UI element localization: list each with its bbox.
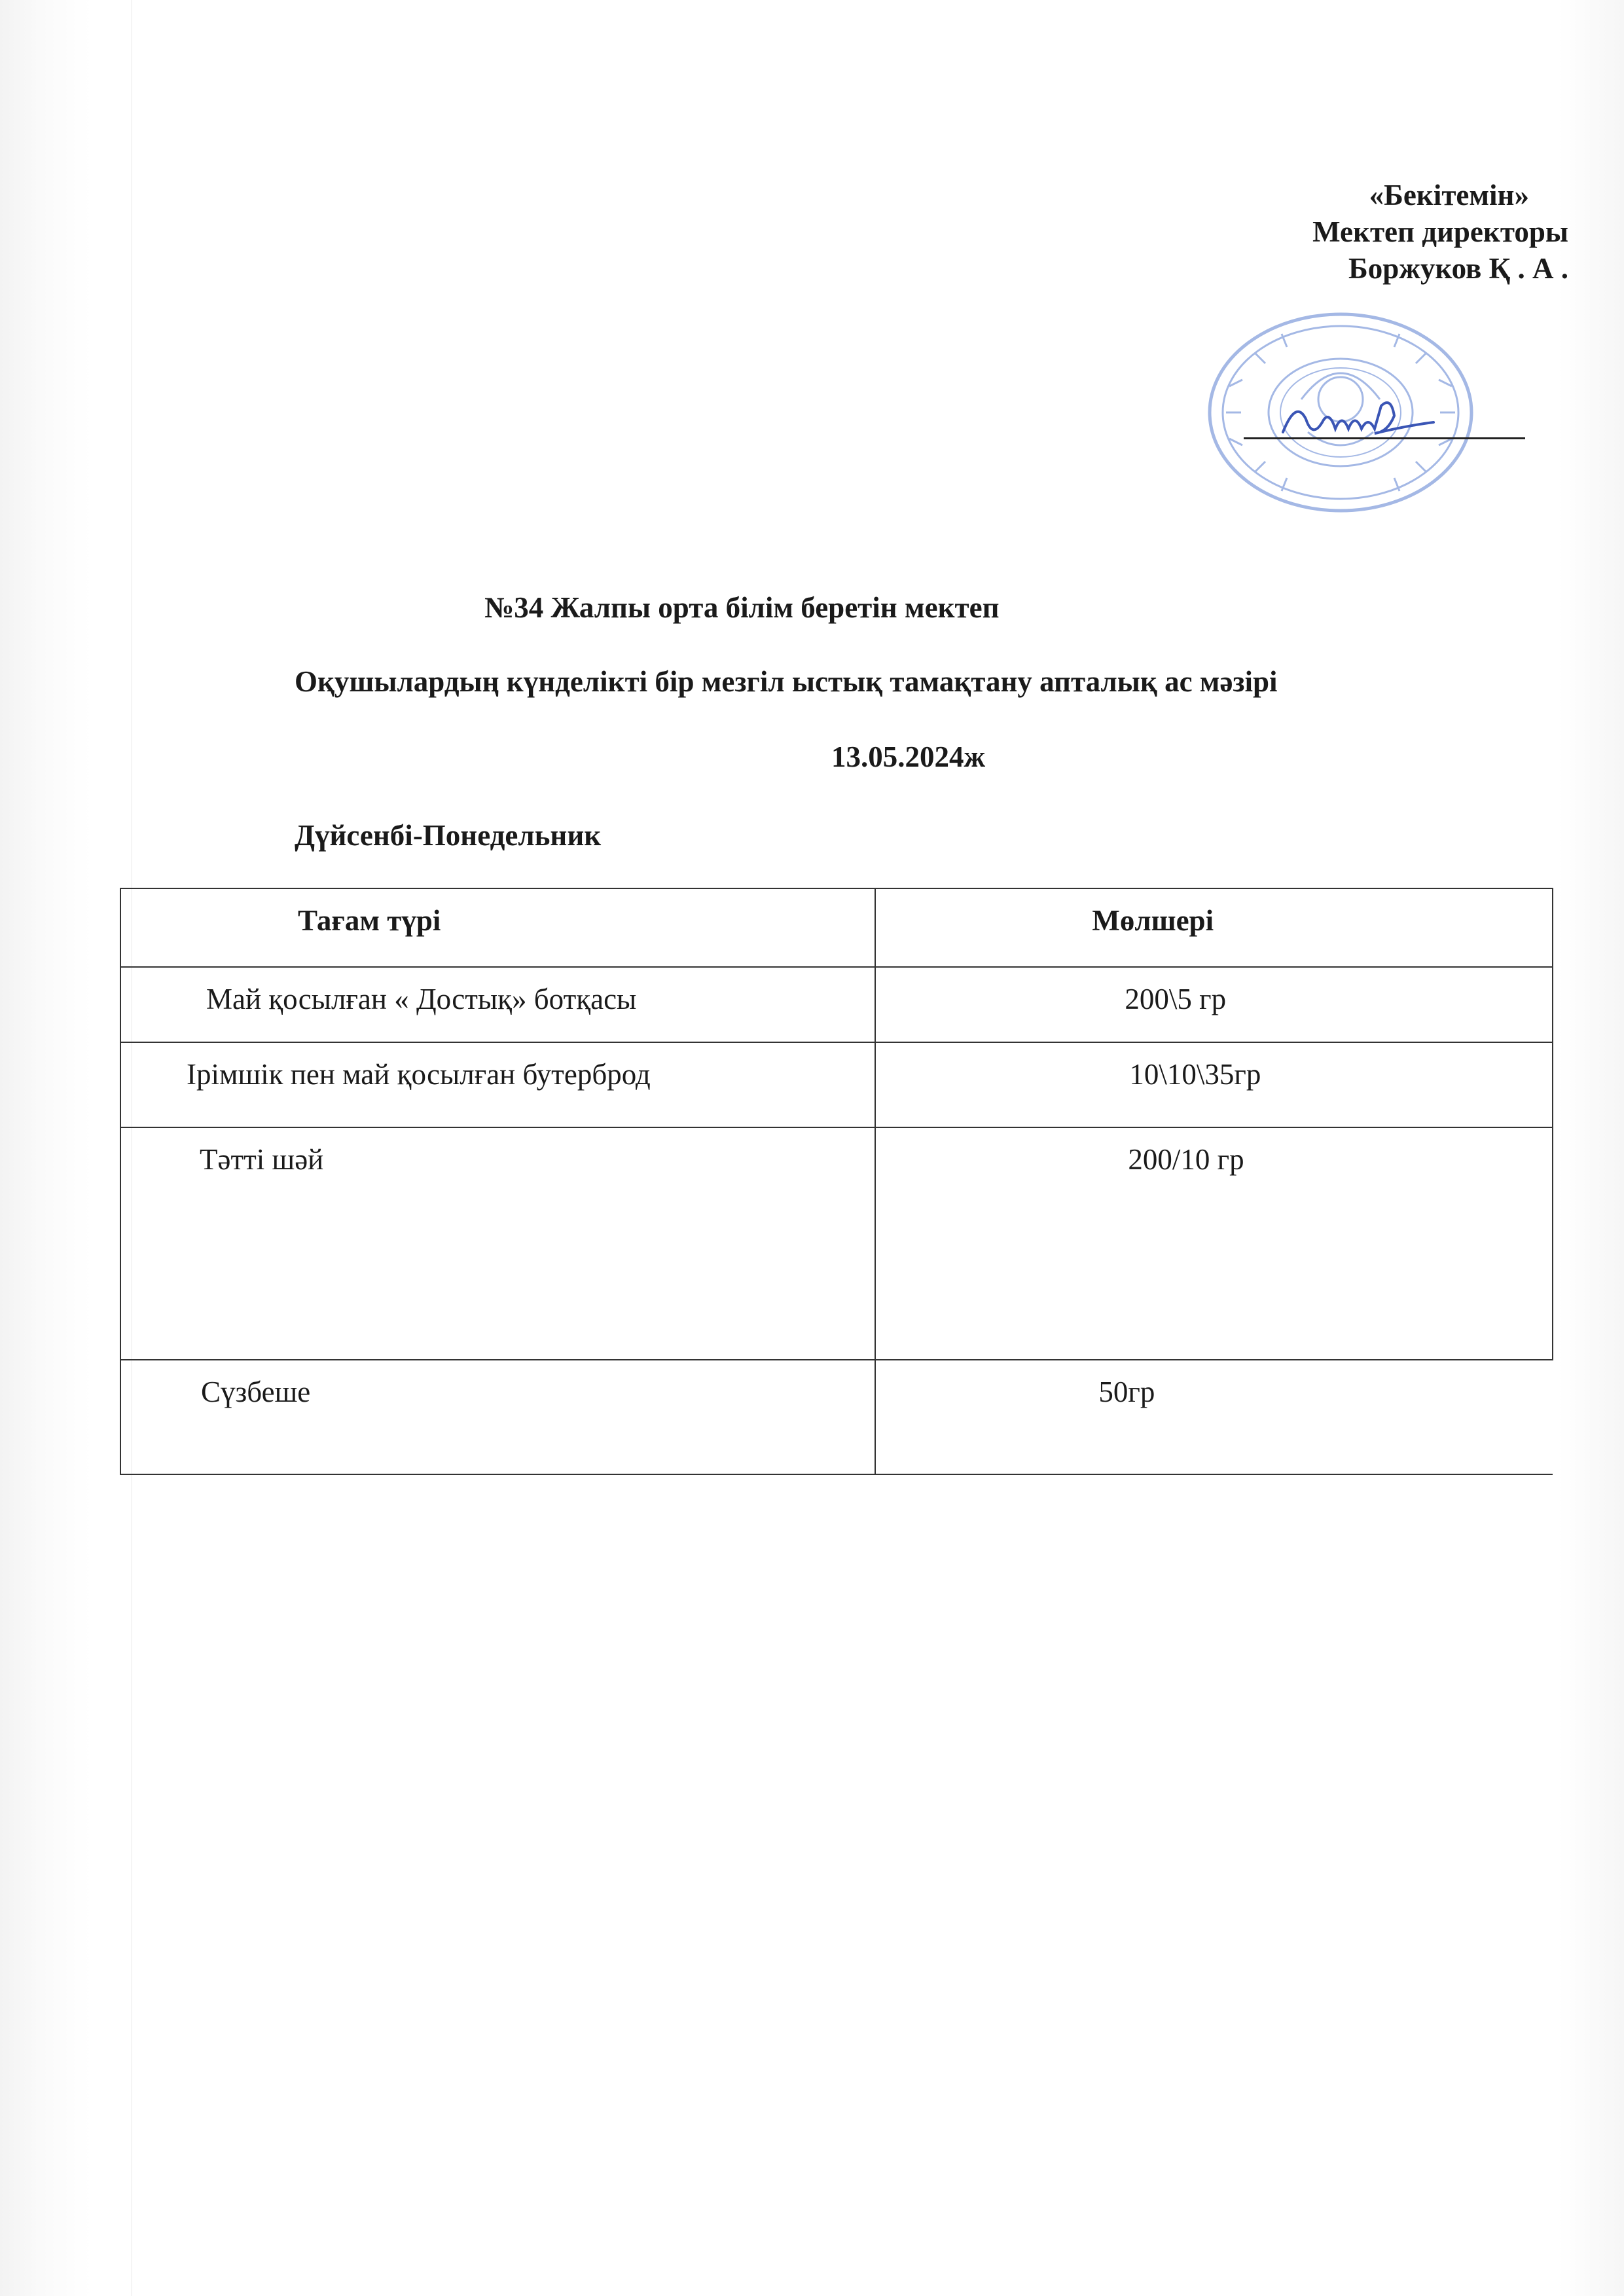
amount-cell xyxy=(875,967,1553,1042)
dish-cell xyxy=(120,967,875,1042)
table-row xyxy=(120,1360,1553,1474)
menu-title: Оқушылардың күнделікті бір мезгіл ыстық тамақтану апталық ас мәзірі xyxy=(295,665,1278,698)
column-header-amount xyxy=(875,888,1553,967)
director-name: Боржуков Қ . А . xyxy=(1348,252,1568,285)
amount-cell xyxy=(875,1127,1553,1360)
dish-cell xyxy=(120,1360,875,1474)
dish-name: Сүзбеше xyxy=(201,1376,311,1408)
dish-name: Тәтті шәй xyxy=(200,1143,324,1176)
column-header-dish xyxy=(120,888,875,967)
dish-cell xyxy=(120,1042,875,1127)
column-header-dish-label: Тағам түрі xyxy=(298,904,441,937)
school-name: №34 Жалпы орта білім беретін мектеп xyxy=(484,591,1000,624)
menu-date: 13.05.2024ж xyxy=(831,740,986,773)
table-header-row xyxy=(120,888,1553,967)
amount-cell xyxy=(875,1360,1553,1474)
dish-amount: 50гр xyxy=(1098,1376,1155,1408)
menu-table xyxy=(120,888,1553,1475)
weekday-label: Дүйсенбі-Понедельник xyxy=(295,819,602,852)
dish-amount: 200\5 гр xyxy=(1125,983,1227,1015)
dish-cell xyxy=(120,1127,875,1360)
amount-cell xyxy=(875,1042,1553,1127)
dish-amount: 10\10\35гр xyxy=(1129,1058,1261,1091)
column-header-amount-label: Мөлшері xyxy=(1092,904,1214,937)
approval-block xyxy=(1202,177,1568,287)
approval-label: «Бекітемін» xyxy=(1369,179,1529,211)
dish-name: Ірімшік пен май қосылған бутерброд xyxy=(187,1058,651,1091)
dish-name: Май қосылған « Достық» ботқасы xyxy=(206,983,637,1015)
dish-amount: 200/10 гр xyxy=(1128,1143,1244,1176)
table-row xyxy=(120,1042,1553,1127)
director-signature xyxy=(1276,393,1447,452)
table-row xyxy=(120,1127,1553,1360)
table-row xyxy=(120,967,1553,1042)
director-title: Мектеп директоры xyxy=(1312,215,1568,248)
